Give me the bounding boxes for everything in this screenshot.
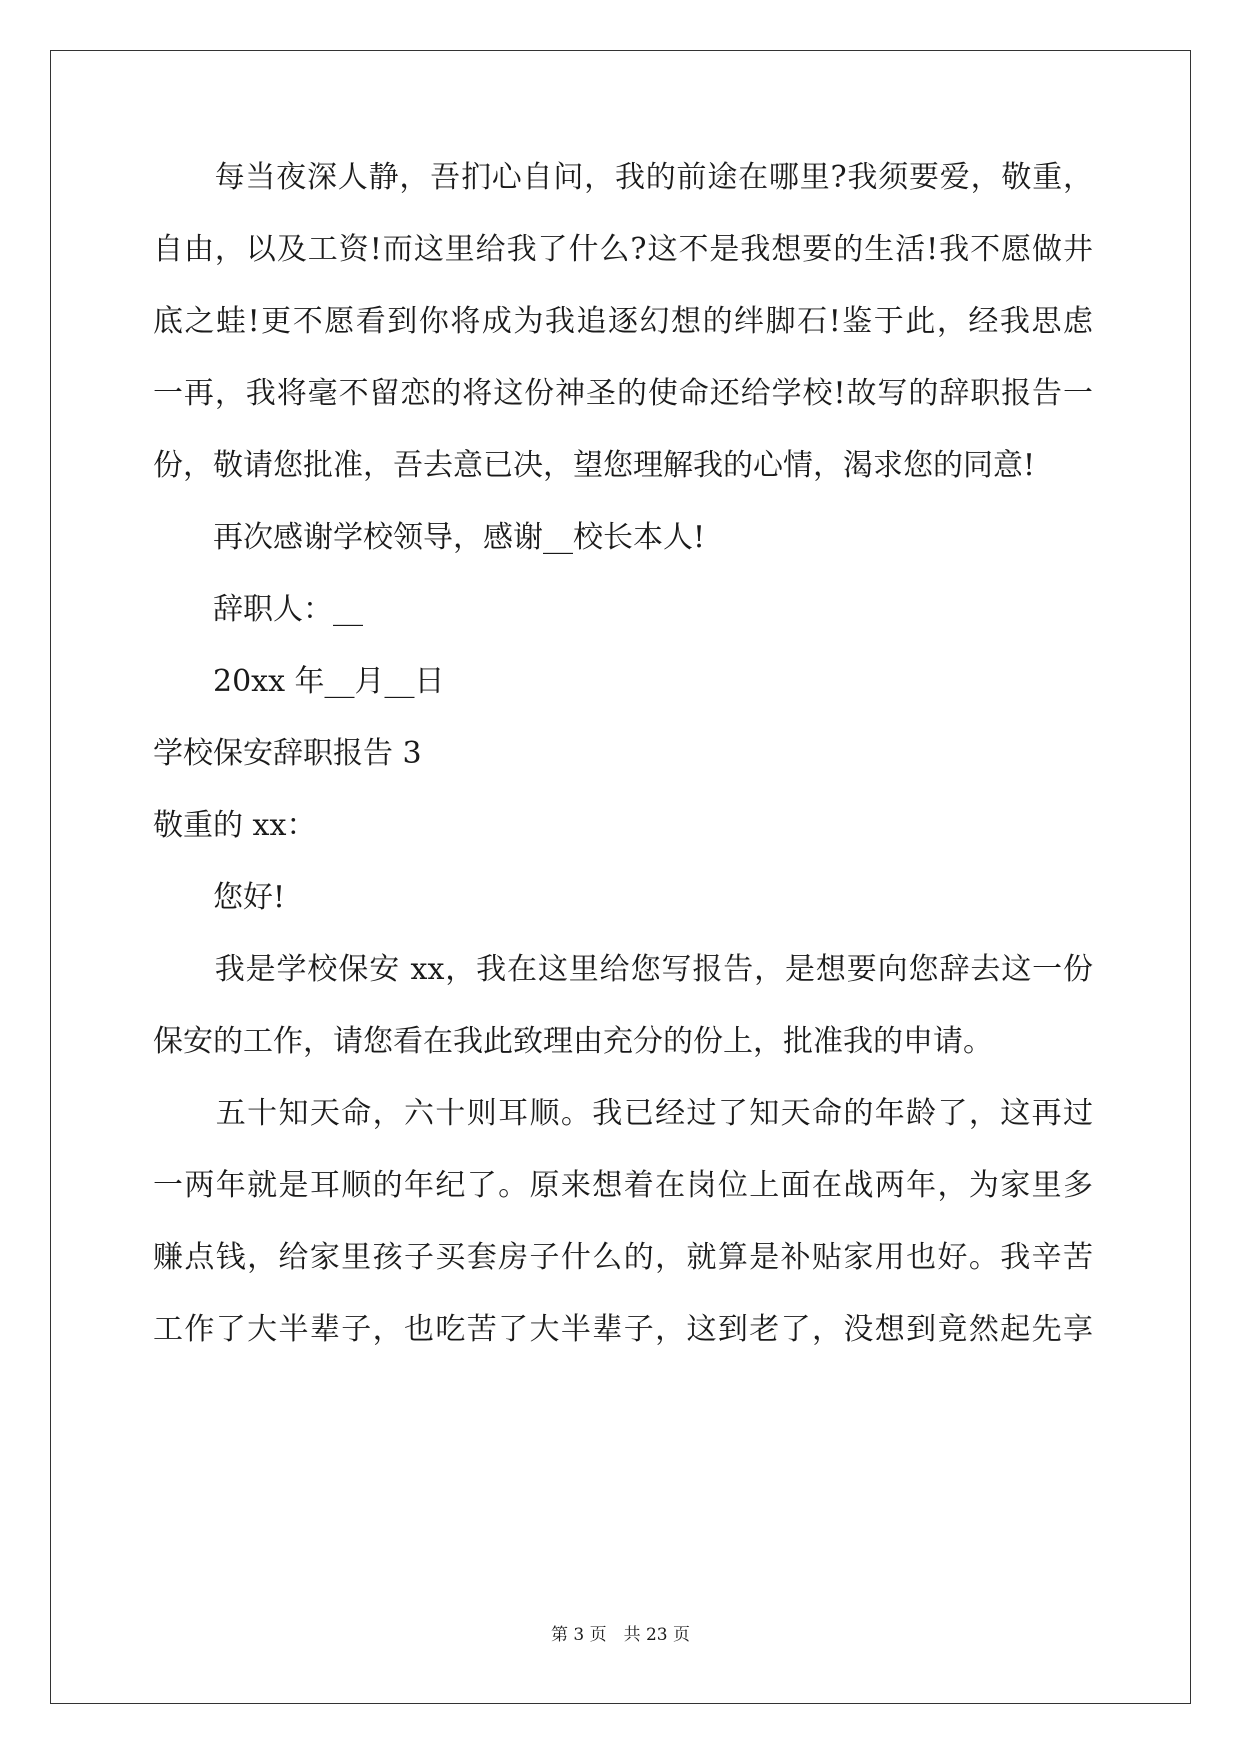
paragraph-line: 一两年就是耳顺的年纪了。原来想着在岗位上面在战两年，为家里多 bbox=[153, 1168, 1093, 1203]
paragraph-line: 自由，以及工资!而这里给我了什么?这不是我想要的生活!我不愿做井 bbox=[153, 232, 1093, 267]
paragraph-line: 每当夜深人静，吾扪心自问，我的前途在哪里?我须要爱，敬重， bbox=[153, 160, 1093, 195]
greeting: 您好! bbox=[153, 880, 286, 915]
section-title: 学校保安辞职报告 3 bbox=[153, 736, 422, 771]
signature-line: 辞职人：__ bbox=[153, 592, 363, 627]
paragraph-line: 一再，我将毫不留恋的将这份神圣的使命还给学校!故写的辞职报告一 bbox=[153, 376, 1093, 411]
thanks-line: 再次感谢学校领导，感谢__校长本人! bbox=[153, 520, 706, 555]
paragraph-line: 份，敬请您批准，吾去意已决，望您理解我的心情，渴求您的同意! bbox=[153, 448, 1036, 483]
paragraph-line: 保安的工作，请您看在我此致理由充分的份上，批准我的申请。 bbox=[153, 1024, 993, 1059]
paragraph-line: 赚点钱，给家里孩子买套房子什么的，就算是补贴家用也好。我辛苦 bbox=[153, 1240, 1093, 1275]
paragraph-line: 五十知天命，六十则耳顺。我已经过了知天命的年龄了，这再过 bbox=[153, 1096, 1093, 1131]
page-border bbox=[50, 50, 1191, 1704]
salutation: 敬重的 xx： bbox=[153, 808, 317, 843]
date-line: 20xx 年__月__日 bbox=[153, 664, 445, 699]
paragraph-line: 我是学校保安 xx，我在这里给您写报告，是想要向您辞去这一份 bbox=[153, 952, 1093, 987]
paragraph-line: 底之蛙!更不愿看到你将成为我追逐幻想的绊脚石!鉴于此，经我思虑 bbox=[153, 304, 1093, 339]
page-number: 第 3 页 共 23 页 bbox=[550, 1625, 691, 1645]
paragraph-line: 工作了大半辈子，也吃苦了大半辈子，这到老了，没想到竟然起先享 bbox=[153, 1312, 1093, 1347]
